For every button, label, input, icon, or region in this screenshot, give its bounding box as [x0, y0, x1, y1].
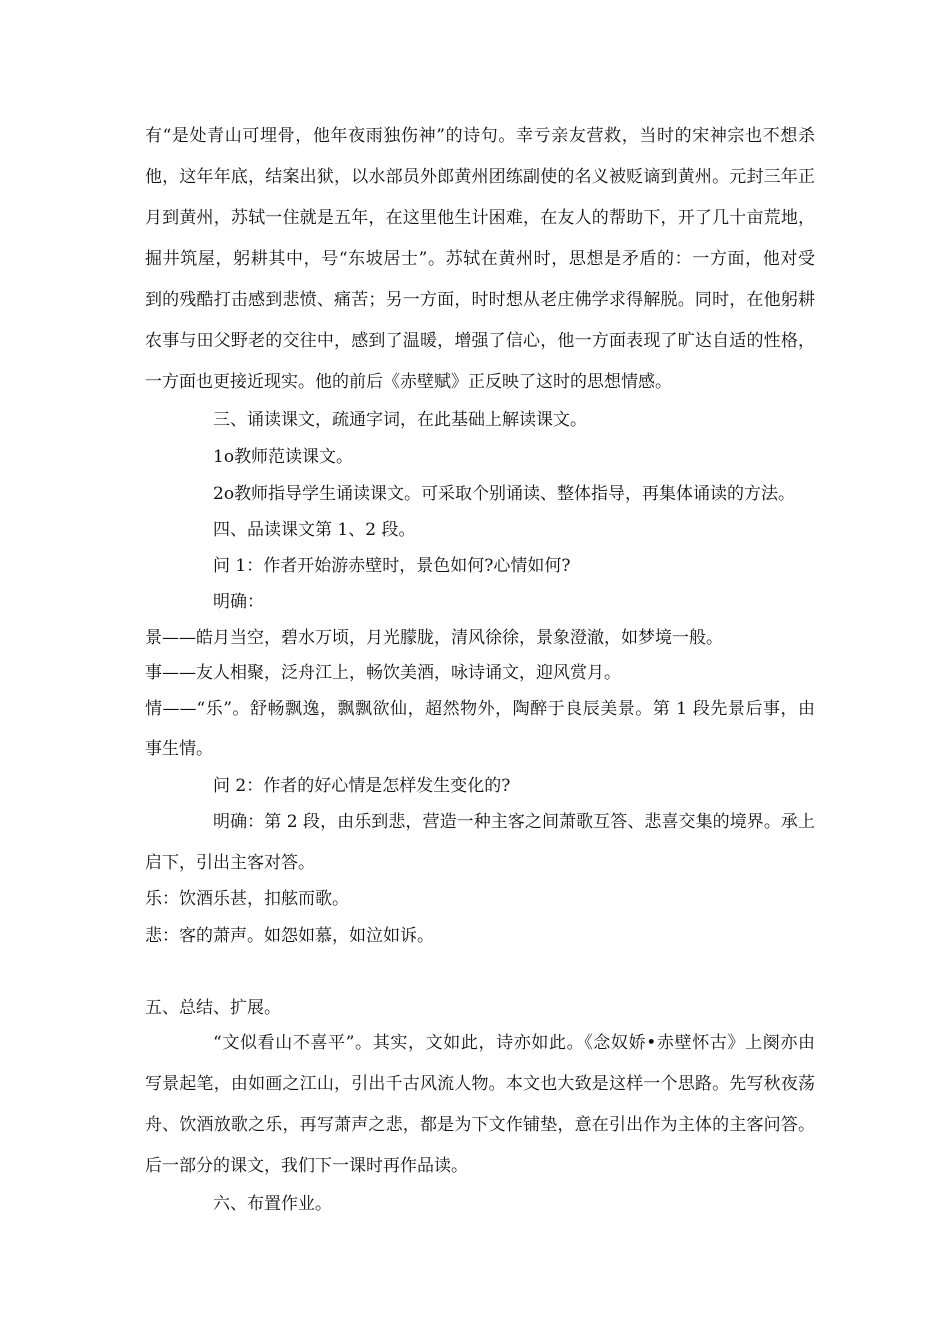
paragraph-line: 农事与田父野老的交往中，感到了温暖，增强了信心，他一方面表现了旷达自适的性格，: [145, 331, 815, 351]
question-line: 问 1：作者开始游赤壁时，景色如何?心情如何?: [213, 556, 571, 576]
answer-line: 景——皓月当空，碧水万顷，月光朦胧，清风徐徐，景象澄澈，如梦境一般。: [145, 628, 723, 648]
paragraph-line: 一方面也更接近现实。他的前后《赤壁赋》正反映了这时的思想情感。: [145, 372, 672, 392]
paragraph-line: 舟、饮酒放歌之乐，再写萧声之悲，都是为下文作铺垫，意在引出作为主体的主客问答。: [145, 1115, 815, 1135]
answer-label: 明确：: [213, 592, 264, 612]
answer-line: 事——友人相聚，泛舟江上，畅饮美酒，咏诗诵文，迎风赏月。: [145, 663, 621, 683]
paragraph-line: 后一部分的课文，我们下一课时再作品读。: [145, 1156, 468, 1176]
paragraph-line: 写景起笔，由如画之江山，引出千古风流人物。本文也大致是这样一个思路。先写秋夜荡: [145, 1074, 815, 1094]
paragraph-line: 到的残酷打击感到悲愤、痛苦；另一方面，时时想从老庄佛学求得解脱。同时，在他躬耕: [145, 290, 815, 310]
answer-line: 明确：第 2 段，由乐到悲，营造一种主客之间萧歌互答、悲喜交集的境界。承上: [213, 812, 815, 832]
list-item: 2o教师指导学生诵读课文。可采取个别诵读、整体指导，再集体诵读的方法。: [213, 484, 796, 504]
answer-line: 悲：客的萧声。如怨如慕，如泣如诉。: [145, 926, 434, 946]
paragraph-line: 有“是处青山可埋骨，他年夜雨独伤神”的诗句。幸亏亲友营救，当时的宋神宗也不想杀: [145, 126, 815, 146]
paragraph-line: 他，这年年底，结案出狱，以水部员外郎黄州团练副使的名义被贬谪到黄州。元封三年正: [145, 167, 815, 187]
section-heading: 四、品读课文第 1、2 段。: [213, 520, 416, 540]
section-heading: 六、布置作业。: [213, 1194, 332, 1214]
answer-line: 情——“乐”。舒畅飘逸，飘飘欲仙，超然物外，陶醉于良辰美景。第 1 段先景后事，由: [145, 699, 815, 719]
answer-line: 乐：饮酒乐甚，扣舷而歌。: [145, 889, 349, 909]
section-heading: 五、总结、扩展。: [145, 998, 281, 1018]
question-line: 问 2：作者的好心情是怎样发生变化的?: [213, 776, 511, 796]
paragraph-line: 掘井筑屋，躬耕其中，号“东坡居士”。苏轼在黄州时，思想是矛盾的：一方面，他对受: [145, 249, 815, 269]
paragraph-line: 月到黄州，苏轼一住就是五年，在这里他生计困难，在友人的帮助下，开了几十亩荒地，: [145, 208, 815, 228]
paragraph-line: “文似看山不喜平”。其实，文如此，诗亦如此。《念奴娇•赤壁怀古》上阕亦由: [213, 1033, 815, 1053]
list-item: 1o教师范读课文。: [213, 447, 354, 467]
section-heading: 三、诵读课文，疏通字词，在此基础上解读课文。: [213, 410, 587, 430]
answer-line: 启下，引出主客对答。: [145, 853, 315, 873]
answer-line: 事生情。: [145, 739, 213, 759]
